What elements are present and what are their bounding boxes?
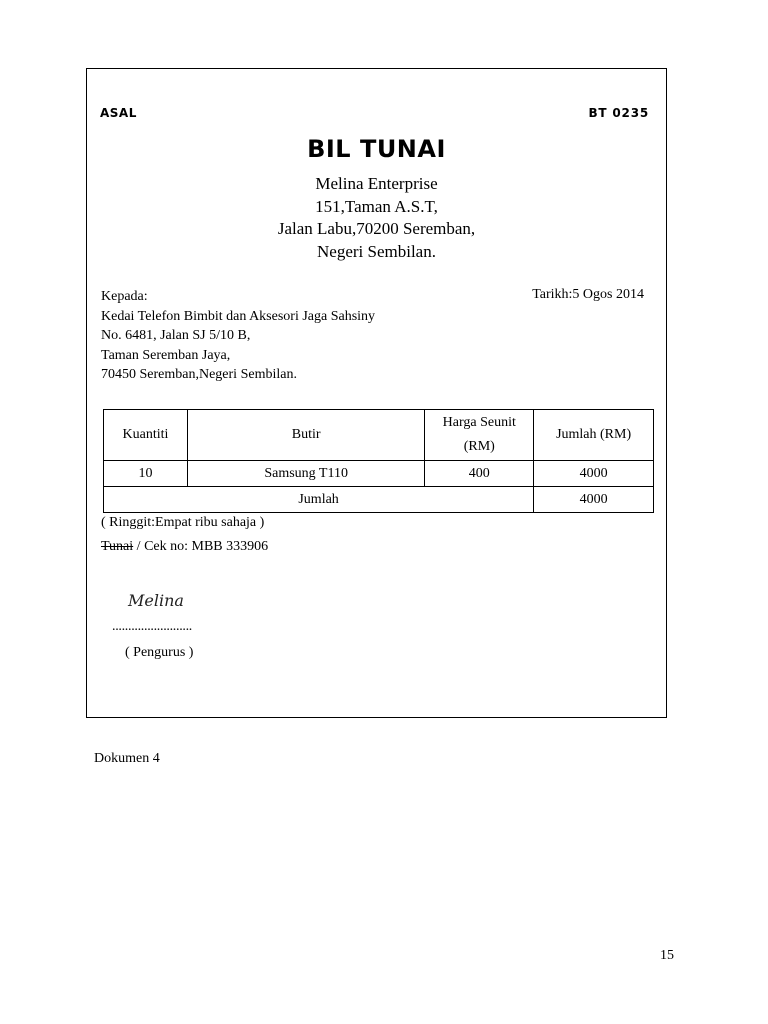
bill-title: BIL TUNAI <box>307 135 446 163</box>
recipient-name: Kedai Telefon Bimbit dan Aksesori Jaga Sahsiny <box>101 308 376 324</box>
total-row <box>104 487 654 513</box>
header-unit-price-label: Harga Seunit <box>442 415 516 430</box>
document-label: Dokumen 4 <box>94 751 160 766</box>
company-address-line: 151,Taman A.S.T, <box>315 196 438 216</box>
total-value: 4000 <box>534 487 654 513</box>
payment-method <box>101 539 268 555</box>
header-quantity: Kuantiti <box>104 410 188 461</box>
bill-number: BT 0235 <box>588 106 649 120</box>
header-item: Butir <box>187 410 425 461</box>
recipient-label: Kepada: <box>101 289 148 304</box>
recipient-block <box>101 287 375 385</box>
table-header-row <box>104 410 654 461</box>
payment-separator: / <box>133 539 145 554</box>
header-unit-price <box>425 410 534 461</box>
page-number: 15 <box>660 948 674 963</box>
recipient-address-line: Taman Seremban Jaya, <box>101 347 231 363</box>
company-block <box>87 173 666 263</box>
row-amount: 4000 <box>534 461 654 487</box>
signature-line: ......................... <box>112 619 193 634</box>
bill-date: Tarikh:5 Ogos 2014 <box>532 287 644 302</box>
handwritten-signature <box>126 587 196 615</box>
company-address-line: Jalan Labu,70200 Seremban, <box>277 219 476 238</box>
row-quantity: 10 <box>104 461 188 487</box>
cheque-number: Cek no: MBB 333906 <box>144 539 269 554</box>
header-amount: Jumlah (RM) <box>534 410 654 461</box>
items-table <box>103 409 654 513</box>
recipient-address-line: No. 6481, Jalan SJ 5/10 B, <box>101 328 251 343</box>
signature-text: Melina <box>128 591 184 610</box>
company-address-line: Negeri Sembilan. <box>317 241 436 261</box>
recipient-address-line: 70450 Seremban,Negeri Sembilan. <box>101 367 297 382</box>
header-unit-price-unit: (RM) <box>463 439 495 454</box>
row-unit-price: 400 <box>425 461 534 487</box>
table-row <box>104 461 654 487</box>
total-label: Jumlah <box>104 487 534 513</box>
company-name: Melina Enterprise <box>315 174 438 193</box>
cash-bill <box>86 68 667 718</box>
amount-in-words: ( Ringgit:Empat ribu sahaja ) <box>101 515 265 530</box>
signatory-role: ( Pengurus ) <box>125 645 194 660</box>
copy-label: ASAL <box>100 106 137 120</box>
struck-payment-method: Tunai <box>101 539 134 554</box>
row-item: Samsung T110 <box>187 461 425 487</box>
